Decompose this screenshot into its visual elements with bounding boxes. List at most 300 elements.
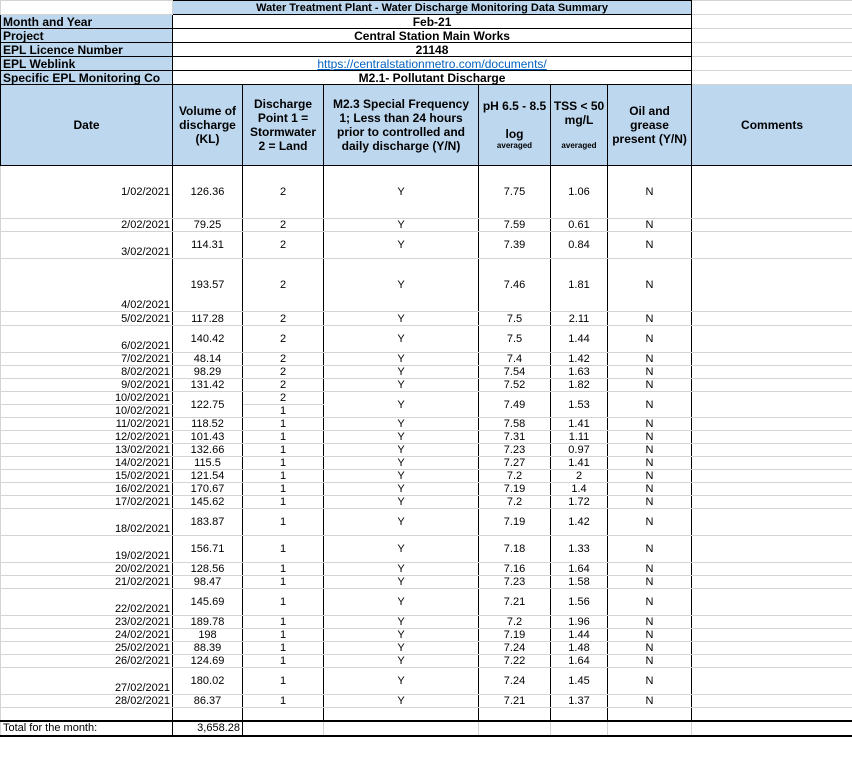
value-licence[interactable]: 21148 bbox=[173, 43, 692, 57]
tss-cell[interactable]: 1.63 bbox=[551, 366, 608, 379]
date-cell[interactable]: 14/02/2021 bbox=[1, 457, 173, 470]
tss-note: averaged bbox=[561, 141, 597, 150]
discharge-point-cell[interactable]: 1 bbox=[243, 457, 324, 470]
volume-cell[interactable]: 98.29 bbox=[173, 366, 243, 379]
tss-cell[interactable]: 1.82 bbox=[551, 379, 608, 392]
date-cell[interactable]: 4/02/2021 bbox=[1, 259, 173, 312]
ph-cell[interactable]: 7.27 bbox=[479, 457, 551, 470]
comments-cell[interactable] bbox=[692, 589, 852, 616]
ph-cell[interactable]: 7.21 bbox=[479, 589, 551, 616]
special-cell[interactable]: Y bbox=[324, 509, 479, 536]
comments-cell[interactable] bbox=[692, 232, 852, 259]
special-cell[interactable]: Y bbox=[324, 655, 479, 668]
special-cell[interactable]: Y bbox=[324, 457, 479, 470]
date-cell[interactable]: 15/02/2021 bbox=[1, 470, 173, 483]
volume-cell[interactable]: 140.42 bbox=[173, 326, 243, 353]
label-monitoring[interactable]: Specific EPL Monitoring Co bbox=[1, 71, 173, 85]
special-cell[interactable]: Y bbox=[324, 312, 479, 326]
oil-cell[interactable]: N bbox=[608, 418, 692, 431]
empty-cell[interactable] bbox=[173, 708, 243, 721]
total-value[interactable]: 3,658.28 bbox=[173, 721, 243, 736]
ph-cell[interactable]: 7.2 bbox=[479, 616, 551, 629]
oil-cell[interactable]: N bbox=[608, 326, 692, 353]
cell-empty[interactable] bbox=[692, 29, 852, 43]
empty-cell[interactable] bbox=[324, 721, 479, 736]
volume-cell[interactable]: 122.75 bbox=[173, 392, 243, 418]
comments-cell[interactable] bbox=[692, 444, 852, 457]
ph-cell[interactable]: 7.49 bbox=[479, 392, 551, 418]
col-header-comments[interactable]: Comments bbox=[692, 85, 852, 166]
table-row bbox=[1, 629, 852, 642]
ph-cell[interactable]: 7.46 bbox=[479, 259, 551, 312]
empty-cell[interactable] bbox=[692, 708, 852, 721]
special-cell[interactable]: Y bbox=[324, 496, 479, 509]
tss-cell[interactable]: 1.42 bbox=[551, 353, 608, 366]
comments-cell[interactable] bbox=[692, 326, 852, 353]
value-month-year[interactable]: Feb-21 bbox=[173, 15, 692, 29]
date-cell[interactable]: 26/02/2021 bbox=[1, 655, 173, 668]
date-cell[interactable]: 19/02/2021 bbox=[1, 536, 173, 563]
weblink[interactable]: https://centralstationmetro.com/documents/ bbox=[317, 56, 547, 71]
empty-cell[interactable] bbox=[479, 708, 551, 721]
oil-cell[interactable]: N bbox=[608, 353, 692, 366]
empty-cell[interactable] bbox=[324, 708, 479, 721]
tss-cell[interactable]: 1.42 bbox=[551, 509, 608, 536]
oil-cell[interactable]: N bbox=[608, 259, 692, 312]
comments-cell[interactable] bbox=[692, 431, 852, 444]
special-cell[interactable]: Y bbox=[324, 326, 479, 353]
volume-cell[interactable]: 128.56 bbox=[173, 563, 243, 576]
empty-cell[interactable] bbox=[479, 721, 551, 736]
table-row bbox=[1, 366, 852, 379]
discharge-point-cell[interactable]: 2 bbox=[243, 232, 324, 259]
volume-cell[interactable]: 101.43 bbox=[173, 431, 243, 444]
empty-cell[interactable] bbox=[608, 708, 692, 721]
tss-cell[interactable]: 1.41 bbox=[551, 418, 608, 431]
comments-cell[interactable] bbox=[692, 219, 852, 232]
ph-cell[interactable]: 7.52 bbox=[479, 379, 551, 392]
discharge-point-cell[interactable]: 2 bbox=[243, 219, 324, 232]
special-cell[interactable]: Y bbox=[324, 366, 479, 379]
volume-cell[interactable]: 189.78 bbox=[173, 616, 243, 629]
tss-cell[interactable]: 2.11 bbox=[551, 312, 608, 326]
col-header-tss[interactable] bbox=[551, 85, 608, 166]
ph-cell[interactable]: 7.75 bbox=[479, 166, 551, 219]
tss-cell[interactable]: 1.06 bbox=[551, 166, 608, 219]
tss-cell[interactable]: 1.4 bbox=[551, 483, 608, 496]
volume-cell[interactable]: 79.25 bbox=[173, 219, 243, 232]
col-header-oil[interactable]: Oil and grease present (Y/N) bbox=[608, 85, 692, 166]
ph-cell[interactable]: 7.59 bbox=[479, 219, 551, 232]
ph-cell[interactable]: 7.58 bbox=[479, 418, 551, 431]
table-row bbox=[1, 326, 852, 353]
date-cell[interactable]: 21/02/2021 bbox=[1, 576, 173, 589]
volume-cell[interactable]: 145.62 bbox=[173, 496, 243, 509]
ph-cell[interactable]: 7.22 bbox=[479, 655, 551, 668]
comments-cell[interactable] bbox=[692, 536, 852, 563]
comments-cell[interactable] bbox=[692, 312, 852, 326]
comments-cell[interactable] bbox=[692, 629, 852, 642]
oil-cell[interactable]: N bbox=[608, 642, 692, 655]
tss-cell[interactable]: 1.37 bbox=[551, 695, 608, 708]
oil-cell[interactable]: N bbox=[608, 379, 692, 392]
tss-cell[interactable]: 2 bbox=[551, 470, 608, 483]
empty-cell[interactable] bbox=[551, 708, 608, 721]
discharge-point-cell[interactable]: 1 bbox=[243, 496, 324, 509]
date-cell[interactable]: 18/02/2021 bbox=[1, 509, 173, 536]
ph-cell[interactable]: 7.24 bbox=[479, 668, 551, 695]
comments-cell[interactable] bbox=[692, 668, 852, 695]
special-cell[interactable]: Y bbox=[324, 695, 479, 708]
date-cell[interactable]: 17/02/2021 bbox=[1, 496, 173, 509]
comments-cell[interactable] bbox=[692, 695, 852, 708]
empty-cell[interactable] bbox=[692, 721, 852, 736]
table-row bbox=[1, 576, 852, 589]
ph-label: pH 6.5 - 8.5 bbox=[482, 99, 547, 113]
table-row bbox=[1, 353, 852, 366]
date-cell[interactable]: 25/02/2021 bbox=[1, 642, 173, 655]
cell-empty[interactable] bbox=[692, 15, 852, 29]
special-cell[interactable]: Y bbox=[324, 219, 479, 232]
tss-cell[interactable]: 0.61 bbox=[551, 219, 608, 232]
ph-cell[interactable]: 7.23 bbox=[479, 444, 551, 457]
discharge-point-cell[interactable]: 1 bbox=[243, 655, 324, 668]
ph-cell[interactable]: 7.19 bbox=[479, 483, 551, 496]
table-row bbox=[1, 444, 852, 457]
tss-cell[interactable]: 1.64 bbox=[551, 655, 608, 668]
discharge-point-cell[interactable]: 2 bbox=[243, 353, 324, 366]
discharge-point-cell[interactable]: 2 bbox=[243, 379, 324, 392]
date-cell[interactable]: 20/02/2021 bbox=[1, 563, 173, 576]
table-row bbox=[1, 642, 852, 655]
discharge-point-cell[interactable]: 2 bbox=[243, 166, 324, 219]
table-row bbox=[1, 259, 852, 312]
oil-cell[interactable]: N bbox=[608, 312, 692, 326]
date-cell[interactable]: 28/02/2021 bbox=[1, 695, 173, 708]
tss-cell[interactable]: 1.48 bbox=[551, 642, 608, 655]
date-cell[interactable]: 6/02/2021 bbox=[1, 326, 173, 353]
volume-cell[interactable]: 126.36 bbox=[173, 166, 243, 219]
value-weblink-cell[interactable] bbox=[173, 57, 692, 71]
special-cell[interactable]: Y bbox=[324, 392, 479, 418]
ph-cell[interactable]: 7.19 bbox=[479, 629, 551, 642]
volume-cell[interactable]: 117.28 bbox=[173, 312, 243, 326]
table-row bbox=[1, 232, 852, 259]
comments-cell[interactable] bbox=[692, 379, 852, 392]
label-project[interactable]: Project bbox=[1, 29, 173, 43]
volume-cell[interactable]: 183.87 bbox=[173, 509, 243, 536]
table-row bbox=[1, 379, 852, 392]
oil-cell[interactable]: N bbox=[608, 695, 692, 708]
discharge-point-cell[interactable]: 1 bbox=[243, 483, 324, 496]
discharge-point-cell[interactable]: 1 bbox=[243, 616, 324, 629]
special-cell[interactable]: Y bbox=[324, 418, 479, 431]
comments-cell[interactable] bbox=[692, 366, 852, 379]
date-cell[interactable]: 10/02/2021 bbox=[1, 405, 173, 418]
special-cell[interactable]: Y bbox=[324, 353, 479, 366]
comments-cell[interactable] bbox=[692, 496, 852, 509]
col-header-volume[interactable]: Volume of discharge (KL) bbox=[173, 85, 243, 166]
comments-cell[interactable] bbox=[692, 418, 852, 431]
discharge-point-cell[interactable]: 1 bbox=[243, 589, 324, 616]
discharge-point-cell[interactable]: 1 bbox=[243, 563, 324, 576]
date-cell[interactable]: 2/02/2021 bbox=[1, 219, 173, 232]
ph-cell[interactable]: 7.24 bbox=[479, 642, 551, 655]
total-label[interactable]: Total for the month: bbox=[1, 721, 173, 736]
date-cell[interactable]: 10/02/2021 bbox=[1, 392, 173, 405]
date-cell[interactable]: 23/02/2021 bbox=[1, 616, 173, 629]
table-row bbox=[1, 219, 852, 232]
oil-cell[interactable]: N bbox=[608, 166, 692, 219]
oil-cell[interactable]: N bbox=[608, 589, 692, 616]
empty-cell[interactable] bbox=[243, 721, 324, 736]
discharge-point-cell[interactable]: 2 bbox=[243, 312, 324, 326]
special-cell[interactable]: Y bbox=[324, 483, 479, 496]
ph-cell[interactable]: 7.54 bbox=[479, 366, 551, 379]
tss-cell[interactable]: 1.11 bbox=[551, 431, 608, 444]
comments-cell[interactable] bbox=[692, 470, 852, 483]
value-monitoring[interactable]: M2.1- Pollutant Discharge bbox=[173, 71, 692, 85]
comments-cell[interactable] bbox=[692, 259, 852, 312]
comments-cell[interactable] bbox=[692, 483, 852, 496]
table-row bbox=[1, 589, 852, 616]
ph-unit: log bbox=[505, 127, 524, 141]
comments-cell[interactable] bbox=[692, 392, 852, 418]
empty-cell[interactable] bbox=[1, 708, 173, 721]
special-cell[interactable]: Y bbox=[324, 166, 479, 219]
discharge-point-cell[interactable]: 1 bbox=[243, 509, 324, 536]
tss-label: TSS < 50 mg/L bbox=[553, 99, 605, 127]
empty-row bbox=[1, 708, 852, 721]
oil-cell[interactable]: N bbox=[608, 509, 692, 536]
oil-cell[interactable]: N bbox=[608, 470, 692, 483]
ph-cell[interactable]: 7.19 bbox=[479, 509, 551, 536]
cell-empty[interactable] bbox=[692, 1, 852, 15]
discharge-point-cell[interactable]: 1 bbox=[243, 418, 324, 431]
table-row bbox=[1, 695, 852, 708]
tss-cell[interactable]: 1.96 bbox=[551, 616, 608, 629]
discharge-point-cell[interactable]: 1 bbox=[243, 576, 324, 589]
tss-cell[interactable]: 1.81 bbox=[551, 259, 608, 312]
oil-cell[interactable]: N bbox=[608, 616, 692, 629]
empty-cell[interactable] bbox=[551, 721, 608, 736]
tss-cell[interactable]: 1.72 bbox=[551, 496, 608, 509]
cell-empty[interactable] bbox=[692, 57, 852, 71]
comments-cell[interactable] bbox=[692, 642, 852, 655]
ph-cell[interactable]: 7.23 bbox=[479, 576, 551, 589]
label-month-year[interactable]: Month and Year bbox=[1, 15, 173, 29]
special-cell[interactable]: Y bbox=[324, 616, 479, 629]
tss-cell[interactable]: 1.56 bbox=[551, 589, 608, 616]
tss-cell[interactable]: 1.33 bbox=[551, 536, 608, 563]
special-cell[interactable]: Y bbox=[324, 589, 479, 616]
table-row bbox=[1, 457, 852, 470]
discharge-point-cell[interactable]: 2 bbox=[243, 326, 324, 353]
volume-cell[interactable]: 88.39 bbox=[173, 642, 243, 655]
ph-cell[interactable]: 7.5 bbox=[479, 326, 551, 353]
oil-cell[interactable]: N bbox=[608, 655, 692, 668]
volume-cell[interactable]: 115.5 bbox=[173, 457, 243, 470]
volume-cell[interactable]: 86.37 bbox=[173, 695, 243, 708]
table-row bbox=[1, 392, 852, 405]
oil-cell[interactable]: N bbox=[608, 232, 692, 259]
special-cell[interactable]: Y bbox=[324, 431, 479, 444]
volume-cell[interactable]: 180.02 bbox=[173, 668, 243, 695]
discharge-point-cell[interactable]: 1 bbox=[243, 470, 324, 483]
volume-cell[interactable]: 198 bbox=[173, 629, 243, 642]
table-row bbox=[1, 483, 852, 496]
date-cell[interactable]: 27/02/2021 bbox=[1, 668, 173, 695]
volume-cell[interactable]: 156.71 bbox=[173, 536, 243, 563]
oil-cell[interactable]: N bbox=[608, 457, 692, 470]
empty-cell[interactable] bbox=[243, 708, 324, 721]
tss-cell[interactable]: 1.58 bbox=[551, 576, 608, 589]
date-cell[interactable]: 1/02/2021 bbox=[1, 166, 173, 219]
ph-cell[interactable]: 7.16 bbox=[479, 563, 551, 576]
special-cell[interactable]: Y bbox=[324, 642, 479, 655]
cell-empty[interactable] bbox=[1, 1, 173, 15]
date-cell[interactable]: 24/02/2021 bbox=[1, 629, 173, 642]
col-header-date[interactable]: Date bbox=[1, 85, 173, 166]
table-row bbox=[1, 496, 852, 509]
comments-cell[interactable] bbox=[692, 655, 852, 668]
tss-cell[interactable]: 1.41 bbox=[551, 457, 608, 470]
oil-cell[interactable]: N bbox=[608, 431, 692, 444]
date-cell[interactable]: 22/02/2021 bbox=[1, 589, 173, 616]
volume-cell[interactable]: 98.47 bbox=[173, 576, 243, 589]
label-licence[interactable]: EPL Licence Number bbox=[1, 43, 173, 57]
sheet-title[interactable]: Water Treatment Plant - Water Discharge Monitoring Data Summary bbox=[173, 1, 692, 15]
special-cell[interactable]: Y bbox=[324, 444, 479, 457]
volume-cell[interactable]: 121.54 bbox=[173, 470, 243, 483]
col-header-ph[interactable] bbox=[479, 85, 551, 166]
col-header-point[interactable]: Discharge Point 1 = Stormwater 2 = Land bbox=[243, 85, 324, 166]
ph-cell[interactable]: 7.2 bbox=[479, 496, 551, 509]
volume-cell[interactable]: 145.69 bbox=[173, 589, 243, 616]
discharge-point-cell[interactable]: 2 bbox=[243, 259, 324, 312]
tss-cell[interactable]: 1.45 bbox=[551, 668, 608, 695]
date-cell[interactable]: 5/02/2021 bbox=[1, 312, 173, 326]
discharge-point-cell[interactable]: 1 bbox=[243, 695, 324, 708]
value-project[interactable]: Central Station Main Works bbox=[173, 29, 692, 43]
cell-empty[interactable] bbox=[692, 71, 852, 85]
discharge-point-cell[interactable]: 1 bbox=[243, 642, 324, 655]
discharge-point-cell[interactable]: 1 bbox=[243, 444, 324, 457]
table-row bbox=[1, 536, 852, 563]
date-cell[interactable]: 13/02/2021 bbox=[1, 444, 173, 457]
comments-cell[interactable] bbox=[692, 457, 852, 470]
special-cell[interactable]: Y bbox=[324, 668, 479, 695]
empty-cell[interactable] bbox=[608, 721, 692, 736]
oil-cell[interactable]: N bbox=[608, 392, 692, 418]
oil-cell[interactable]: N bbox=[608, 219, 692, 232]
special-cell[interactable]: Y bbox=[324, 379, 479, 392]
ph-cell[interactable]: 7.39 bbox=[479, 232, 551, 259]
discharge-point-cell[interactable]: 1 bbox=[243, 405, 324, 418]
cell-empty[interactable] bbox=[692, 43, 852, 57]
date-cell[interactable]: 7/02/2021 bbox=[1, 353, 173, 366]
volume-cell[interactable]: 48.14 bbox=[173, 353, 243, 366]
tss-cell[interactable]: 0.97 bbox=[551, 444, 608, 457]
ph-cell[interactable]: 7.5 bbox=[479, 312, 551, 326]
discharge-point-cell[interactable]: 1 bbox=[243, 431, 324, 444]
date-cell[interactable]: 16/02/2021 bbox=[1, 483, 173, 496]
date-cell[interactable]: 9/02/2021 bbox=[1, 379, 173, 392]
discharge-point-cell[interactable]: 1 bbox=[243, 536, 324, 563]
special-cell[interactable]: Y bbox=[324, 629, 479, 642]
oil-cell[interactable]: N bbox=[608, 668, 692, 695]
tss-cell[interactable]: 1.53 bbox=[551, 392, 608, 418]
volume-cell[interactable]: 114.31 bbox=[173, 232, 243, 259]
oil-cell[interactable]: N bbox=[608, 366, 692, 379]
volume-cell[interactable]: 124.69 bbox=[173, 655, 243, 668]
table-row bbox=[1, 616, 852, 629]
oil-cell[interactable]: N bbox=[608, 576, 692, 589]
table-row bbox=[1, 431, 852, 444]
volume-cell[interactable]: 131.42 bbox=[173, 379, 243, 392]
ph-cell[interactable]: 7.4 bbox=[479, 353, 551, 366]
volume-cell[interactable]: 118.52 bbox=[173, 418, 243, 431]
special-cell[interactable]: Y bbox=[324, 232, 479, 259]
special-cell[interactable]: Y bbox=[324, 259, 479, 312]
tss-cell[interactable]: 0.84 bbox=[551, 232, 608, 259]
oil-cell[interactable]: N bbox=[608, 496, 692, 509]
oil-cell[interactable]: N bbox=[608, 444, 692, 457]
comments-cell[interactable] bbox=[692, 353, 852, 366]
oil-cell[interactable]: N bbox=[608, 536, 692, 563]
special-cell[interactable]: Y bbox=[324, 563, 479, 576]
label-weblink[interactable]: EPL Weblink bbox=[1, 57, 173, 71]
ph-cell[interactable]: 7.31 bbox=[479, 431, 551, 444]
table-row bbox=[1, 655, 852, 668]
tss-cell[interactable]: 1.44 bbox=[551, 326, 608, 353]
comments-cell[interactable] bbox=[692, 576, 852, 589]
volume-cell[interactable]: 193.57 bbox=[173, 259, 243, 312]
special-cell[interactable]: Y bbox=[324, 536, 479, 563]
total-row bbox=[1, 721, 852, 736]
volume-cell[interactable]: 132.66 bbox=[173, 444, 243, 457]
comments-cell[interactable] bbox=[692, 509, 852, 536]
ph-cell[interactable]: 7.2 bbox=[479, 470, 551, 483]
comments-cell[interactable] bbox=[692, 563, 852, 576]
table-row bbox=[1, 509, 852, 536]
date-cell[interactable]: 12/02/2021 bbox=[1, 431, 173, 444]
date-cell[interactable]: 8/02/2021 bbox=[1, 366, 173, 379]
discharge-point-cell[interactable]: 2 bbox=[243, 392, 324, 405]
oil-cell[interactable]: N bbox=[608, 563, 692, 576]
discharge-point-cell[interactable]: 1 bbox=[243, 668, 324, 695]
ph-cell[interactable]: 7.21 bbox=[479, 695, 551, 708]
date-cell[interactable]: 11/02/2021 bbox=[1, 418, 173, 431]
ph-note: averaged bbox=[496, 141, 533, 150]
oil-cell[interactable]: N bbox=[608, 483, 692, 496]
table-row bbox=[1, 470, 852, 483]
special-cell[interactable]: Y bbox=[324, 576, 479, 589]
table-row bbox=[1, 418, 852, 431]
discharge-point-cell[interactable]: 2 bbox=[243, 366, 324, 379]
comments-cell[interactable] bbox=[692, 166, 852, 219]
oil-cell[interactable]: N bbox=[608, 629, 692, 642]
ph-cell[interactable]: 7.18 bbox=[479, 536, 551, 563]
tss-cell[interactable]: 1.64 bbox=[551, 563, 608, 576]
col-header-special[interactable]: M2.3 Special Frequency 1; Less than 24 hours prior to controlled and daily discharge (Y/N) bbox=[324, 85, 479, 166]
tss-cell[interactable]: 1.44 bbox=[551, 629, 608, 642]
date-cell[interactable]: 3/02/2021 bbox=[1, 232, 173, 259]
volume-cell[interactable]: 170.67 bbox=[173, 483, 243, 496]
discharge-point-cell[interactable]: 1 bbox=[243, 629, 324, 642]
comments-cell[interactable] bbox=[692, 616, 852, 629]
special-cell[interactable]: Y bbox=[324, 470, 479, 483]
